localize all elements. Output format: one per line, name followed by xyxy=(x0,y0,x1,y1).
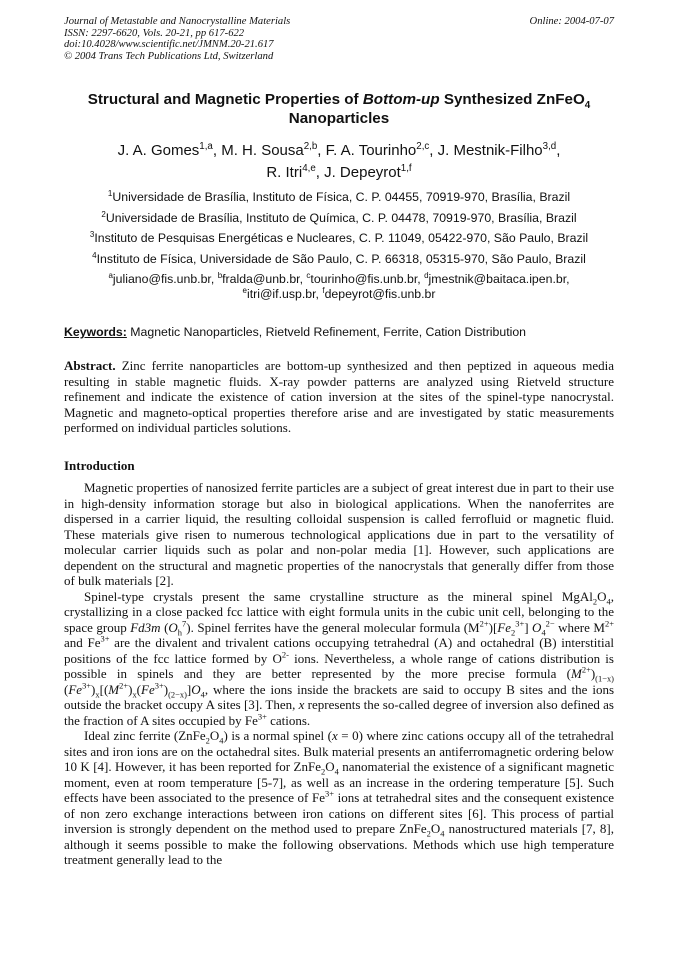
online-date: Online: 2004-07-07 xyxy=(529,16,614,27)
issn: ISSN: 2297-6620, Vols. 20-21, pp 617-622 xyxy=(64,27,245,39)
emails: $^a$juliano@fis.unb.br, $^b$fralda@unb.br, $^c$tourinho@fis.unb.br, $^d$jmestnik@baitaca.ipen.br, $^e$itri@if.usp.br, $^f$depeyrot@fis.unb.br xyxy=(108,270,570,301)
affiliation-4: $^4$Instituto de Física, Universidade de São Paulo, C. P. 66318, 05315-970, São Paulo, Brazil xyxy=(92,250,586,266)
affiliation-1: $^1$Universidade de Brasília, Instituto de Física, C. P. 04455, 70919-970, Brasília, Brazil xyxy=(107,188,571,204)
journal-name: Journal of Metastable and Nanocrystalline Materials xyxy=(64,16,291,27)
page-header xyxy=(64,16,614,62)
abstract: Abstract. Zinc ferrite nanoparticles are bottom-up synthesized and then peptized in aqueous media resulting in stable magnetic fluids. X-ray powder patterns are analyzed using Rietveld structure refinement and indicate the existence of cation inversion at the sites of the spinel-type nanocrystal. Magnetic and magneto-optical properties therefore arise and are investigated by static measurements performed on individual particles solutions. xyxy=(64,358,614,435)
doi[interactable]: doi:10.4028/www.scientific.net/JMNM.20-21.617 xyxy=(64,39,274,51)
affiliation-2: $^2$Universidade de Brasília, Instituto de Química, C. P. 04478, 70919-970, Brasília, Brazil xyxy=(101,209,577,225)
paragraph: Ideal zinc ferrite $(ZnFe_2O_4)$ is a normal spinel (x = 0) where zinc cations occupy all of the tetrahedral sites and iron ions are on the octahedral sites. Bulk material presents an antiferromagnetic ordering below 10 K [4]. However, it has been reported for $ZnFe_2O_4$ nanomaterial the existence of a significant magnetic moment, even at room temperature [5-7], as well as an increase in the ordering temperature [5]. Such effects have been associated to the presence of $Fe^{3+}$ ions at tetrahedral sites and the consequent existence of non zero exchange interactions between iron cations on different sites [6]. This process of partial inversion is strongly dependent on the method used to prepare $ZnFe_2O_4$ nanostructured materials [7, 8], although it seems possible to make the following observations. Methods which use high temperature treatment generally lead to the xyxy=(64,728,615,867)
affiliation-3: $^3$Instituto de Pesquisas Energéticas e Nucleares, C. P. 11049, 05422-970, São Paulo, Brazil xyxy=(89,229,589,245)
author-list: J. A. Gomes$^{1,a}$, M. H. Sousa$^{2,b}$, F. A. Tourinho$^{2,c}$, J. Mestnik-Filho$^{3,d}$, R. Itri$^{4,e}$, J. Depeyrot$^{1,f}$ xyxy=(117,141,561,181)
introduction-text xyxy=(64,480,614,868)
affiliations xyxy=(20,187,658,302)
keywords: Keywords: Magnetic Nanoparticles, Rietveld Refinement, Ferrite, Cation Distribution xyxy=(64,325,527,339)
paragraph: Magnetic properties of nanosized ferrite particles are a subject of great interest due in part to their use in high-density information storage but also in biological applications. When the nanoferrites are dispersed in a carrier liquid, the resulting colloidal suspension is called ferrofluid or magnetic fluid. These materials give risen to numerous technological applications due in part to the versatility of molecular carrier liquids such as polar and non-polar media [1]. However, such applications are dependent on the structural and magnetic properties of the nanocrystals that generally differ from those of bulk materials [2]. xyxy=(64,480,614,588)
paper-title: Structural and Magnetic Properties of Bottom-up Synthesized ZnFeO$_4$ Nanoparticles xyxy=(87,91,591,127)
paragraph: Spinel-type crystals present the same crystalline structure as the mineral spinel $MgAl_2O_4$, crystallizing in a close packed fcc lattice with eight formula units in the cubic unit cell, belonging to the space group Fd3m $(O_h^7)$. Spinel ferrites have the general molecular formula $(M^{2+})[Fe_2^{3+}]$ $O_4^{2-}$ where $M^{2+}$ and $Fe^{3+}$ are the divalent and trivalent cations occupying tetrahedral (A) and octahedral (B) interstitial positions of the fcc lattice formed by $O^{2-}$ ions. Nevertheless, a whole range of cations distribution is possible in spinels and they are better represented by the more precise formula $(M^{2+})_{(1-x)}(Fe^{3+})_x[(M^{2+})_x(Fe^{3+})_{(2-x)}]O_4$, where the ions inside the brackets are said to occupy B sites and the ions outside the bracket occupy A sites [3]. Then, x represents the so-called degree of inversion also defined as the fraction of A sites occupied by $Fe^{3+}$ cations. xyxy=(64,588,614,728)
copyright: © 2004 Trans Tech Publications Ltd, Switzerland xyxy=(64,50,274,62)
section-heading-introduction: Introduction xyxy=(64,458,135,473)
